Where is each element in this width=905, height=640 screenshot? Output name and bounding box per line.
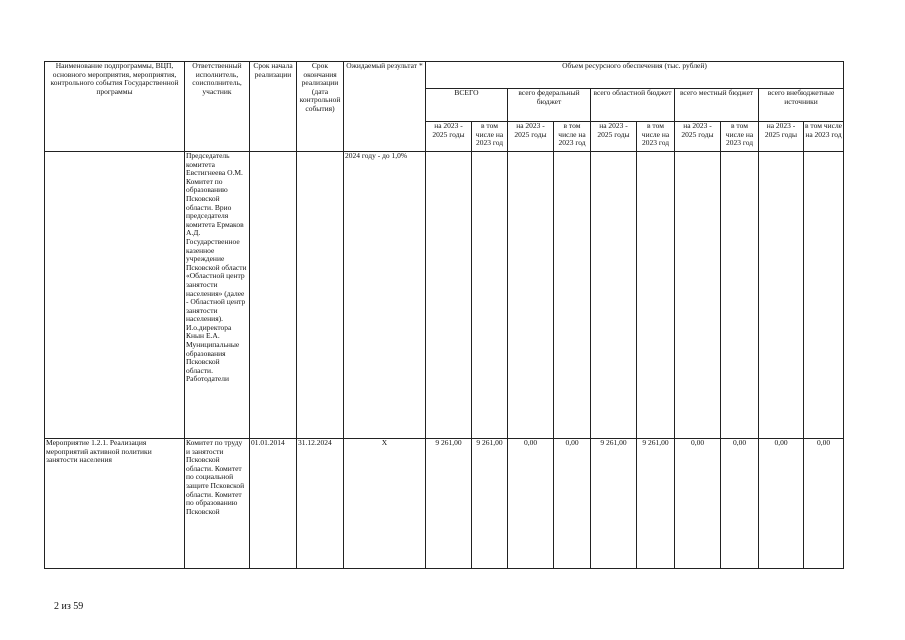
row-value (472, 152, 508, 439)
row-responsible: Председатель комитета Евстигнеева О.М. Комитет по образованию Псковской области. Врио председателя комитета Ермаков А.Д. Государственное казенное учреждение Псковской области «Областной центр занятости населения» (далее - Областной центр занятости населения). И.о.директора Кнын Е.А. Муниципальные образования Псковской области. Работодатели (185, 152, 250, 439)
sub-header-year: в том числе на 2023 год (637, 122, 675, 152)
col-header-responsible: Ответственный исполнитель, соисполнитель, участник (185, 62, 250, 152)
row-value (591, 152, 637, 439)
row-value: 0,00 (675, 439, 721, 569)
row-value: 9 261,00 (426, 439, 472, 569)
sub-header-total: на 2023 - 2025 годы (426, 122, 472, 152)
row-result: Х (344, 439, 426, 569)
row-value: 9 261,00 (472, 439, 508, 569)
row-start: 01.01.2014 (250, 439, 297, 569)
table-row (45, 439, 844, 569)
row-value (508, 152, 554, 439)
row-value (721, 152, 759, 439)
row-value (637, 152, 675, 439)
row-value: 0,00 (759, 439, 804, 569)
col-header-resources: Объем ресурсного обеспечения (тыс. рублей) (426, 62, 844, 89)
sub-header-year: в том числе на 2023 год (721, 122, 759, 152)
resource-table (44, 61, 844, 569)
row-value: 0,00 (508, 439, 554, 569)
row-value (426, 152, 472, 439)
col-header-start: Срок начала реализации (250, 62, 297, 152)
row-responsible: Комитет по труду и занятости Псковской области. Комитет по социальной защите Псковской области. Комитет по образованию Псковской (185, 439, 250, 569)
row-end (297, 152, 344, 439)
sub-header-total: на 2023 - 2025 годы (675, 122, 721, 152)
row-name (45, 152, 185, 439)
group-header-total: ВСЕГО (426, 89, 508, 122)
col-header-result: Ожидаемый результат * (344, 62, 426, 152)
sub-header-total: на 2023 - 2025 годы (591, 122, 637, 152)
sub-header-total: на 2023 - 2025 годы (508, 122, 554, 152)
row-name: Мероприятие 1.2.1. Реализация мероприятий активной политики занятости населения (45, 439, 185, 569)
row-value: 9 261,00 (637, 439, 675, 569)
row-end: 31.12.2024 (297, 439, 344, 569)
row-start (250, 152, 297, 439)
page-number: 2 из 59 (54, 601, 84, 612)
row-value: 0,00 (804, 439, 844, 569)
row-value: 0,00 (721, 439, 759, 569)
row-value: 9 261,00 (591, 439, 637, 569)
group-header-local: всего местный бюджет (675, 89, 759, 122)
row-value (759, 152, 804, 439)
group-header-regional: всего областной бюджет (591, 89, 675, 122)
row-value (804, 152, 844, 439)
sub-header-year: в том числе на 2023 год (554, 122, 591, 152)
group-header-offbudget: всего внебюджетные источники (759, 89, 844, 122)
sub-header-year: в том числе на 2023 год (804, 122, 844, 152)
row-value (554, 152, 591, 439)
sub-header-total: на 2023 - 2025 годы (759, 122, 804, 152)
row-result: 2024 году - до 1,0% (344, 152, 426, 439)
sub-header-year: в том числе на 2023 год (472, 122, 508, 152)
row-value: 0,00 (554, 439, 591, 569)
col-header-end: Срок окончания реализации (дата контрольной события) (297, 62, 344, 152)
row-value (675, 152, 721, 439)
table-row (45, 152, 844, 439)
group-header-federal: всего федеральный бюджет (508, 89, 591, 122)
col-header-name: Наименование подпрограммы, ВЦП, основного мероприятия, мероприятия, контрольного события Государственной программы (45, 62, 185, 152)
